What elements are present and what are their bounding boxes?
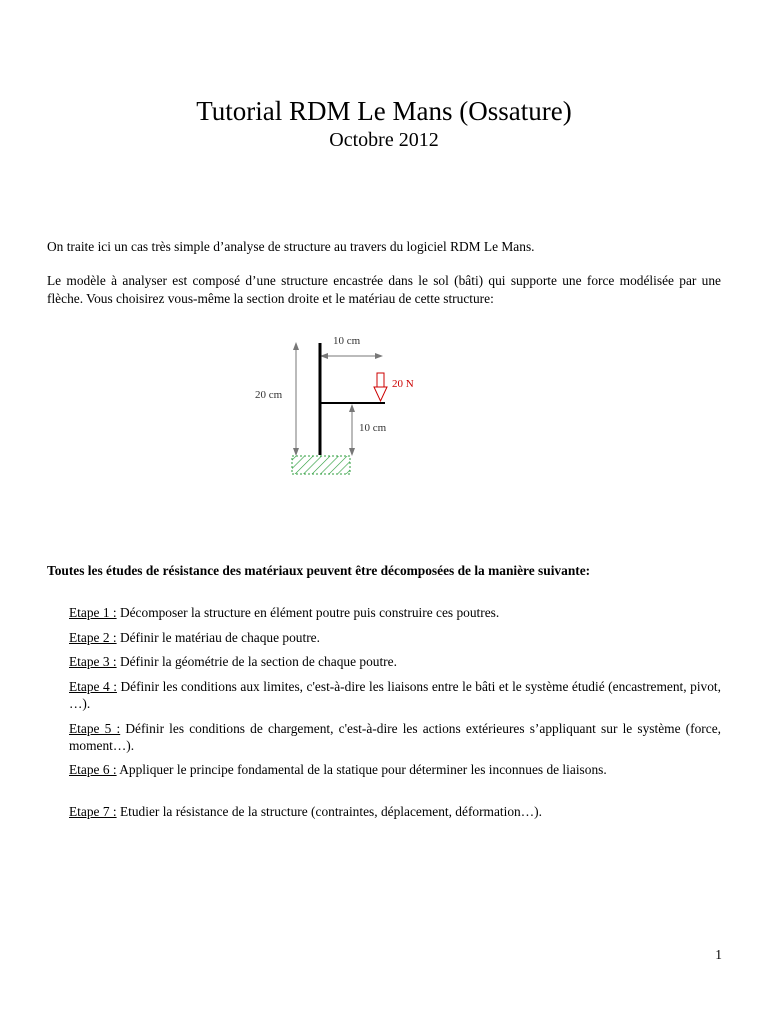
height-arrow-top <box>293 342 299 350</box>
step-5 <box>69 720 721 754</box>
bottom-arrow-top <box>349 404 355 412</box>
height-label: 20 cm <box>255 389 283 401</box>
top-dimension-label: 10 cm <box>333 335 361 347</box>
ground-support <box>292 456 350 474</box>
force-arrow-head <box>374 387 387 401</box>
step-4-text: Définir les conditions aux limites, c'est-à-dire les liaisons entre le bâti et le système étudié (encastrement, pivot, …). <box>69 679 722 711</box>
document-subtitle: Octobre 2012 <box>329 129 439 151</box>
force-arrow-shaft <box>377 373 384 387</box>
document-title: Tutorial RDM Le Mans (Ossature) <box>196 96 572 126</box>
intro-paragraph: On traite ici un cas très simple d’analyse de structure au travers du logiciel RDM Le Mans. <box>47 239 535 254</box>
step-4-label: Etape 4 : <box>69 679 117 694</box>
step-3-label: Etape 3 : <box>69 654 117 669</box>
step-6 <box>69 761 721 778</box>
step-6-text: Appliquer le principe fondamental de la statique pour déterminer les inconnues de liaisons. <box>116 762 607 777</box>
structure-diagram <box>240 325 440 485</box>
bottom-dimension-label: 10 cm <box>359 422 387 434</box>
step-6-label: Etape 6 : <box>69 762 117 777</box>
step-3 <box>69 653 721 670</box>
step-7-label: Etape 7 : <box>69 804 117 819</box>
step-2-text: Définir le matériau de chaque poutre. <box>116 630 320 645</box>
step-1-label: Etape 1 : <box>69 605 117 620</box>
step-7-text: Etudier la résistance de la structure (contraintes, déplacement, déformation…). <box>116 804 542 819</box>
step-5-text: Définir les conditions de chargement, c'est-à-dire les actions extérieures s’appliquant sur le système (force, moment…). <box>69 721 721 753</box>
model-description-paragraph: Le modèle à analyser est composé d’une structure encastrée dans le sol (bâti) qui supporte une force modélisée par une flèche. Vous choisirez vous-même la section droite et le matériau de cette structure: <box>47 273 721 306</box>
bottom-arrow-bottom <box>349 448 355 456</box>
step-7 <box>69 803 721 820</box>
page-number: 1 <box>715 947 722 962</box>
step-2 <box>69 629 721 646</box>
steps-heading: Toutes les études de résistance des matériaux peuvent être décomposées de la manière suivante: <box>47 563 591 578</box>
step-3-text: Définir la géométrie de la section de chaque poutre. <box>116 654 397 669</box>
step-1 <box>69 604 721 621</box>
step-5-label: Etape 5 : <box>69 721 121 736</box>
top-arrow-right <box>375 353 383 359</box>
height-arrow-bottom <box>293 448 299 456</box>
force-label: 20 N <box>392 378 414 390</box>
step-2-label: Etape 2 : <box>69 630 117 645</box>
step-4 <box>69 678 721 712</box>
step-1-text: Décomposer la structure en élément poutre puis construire ces poutres. <box>116 605 500 620</box>
